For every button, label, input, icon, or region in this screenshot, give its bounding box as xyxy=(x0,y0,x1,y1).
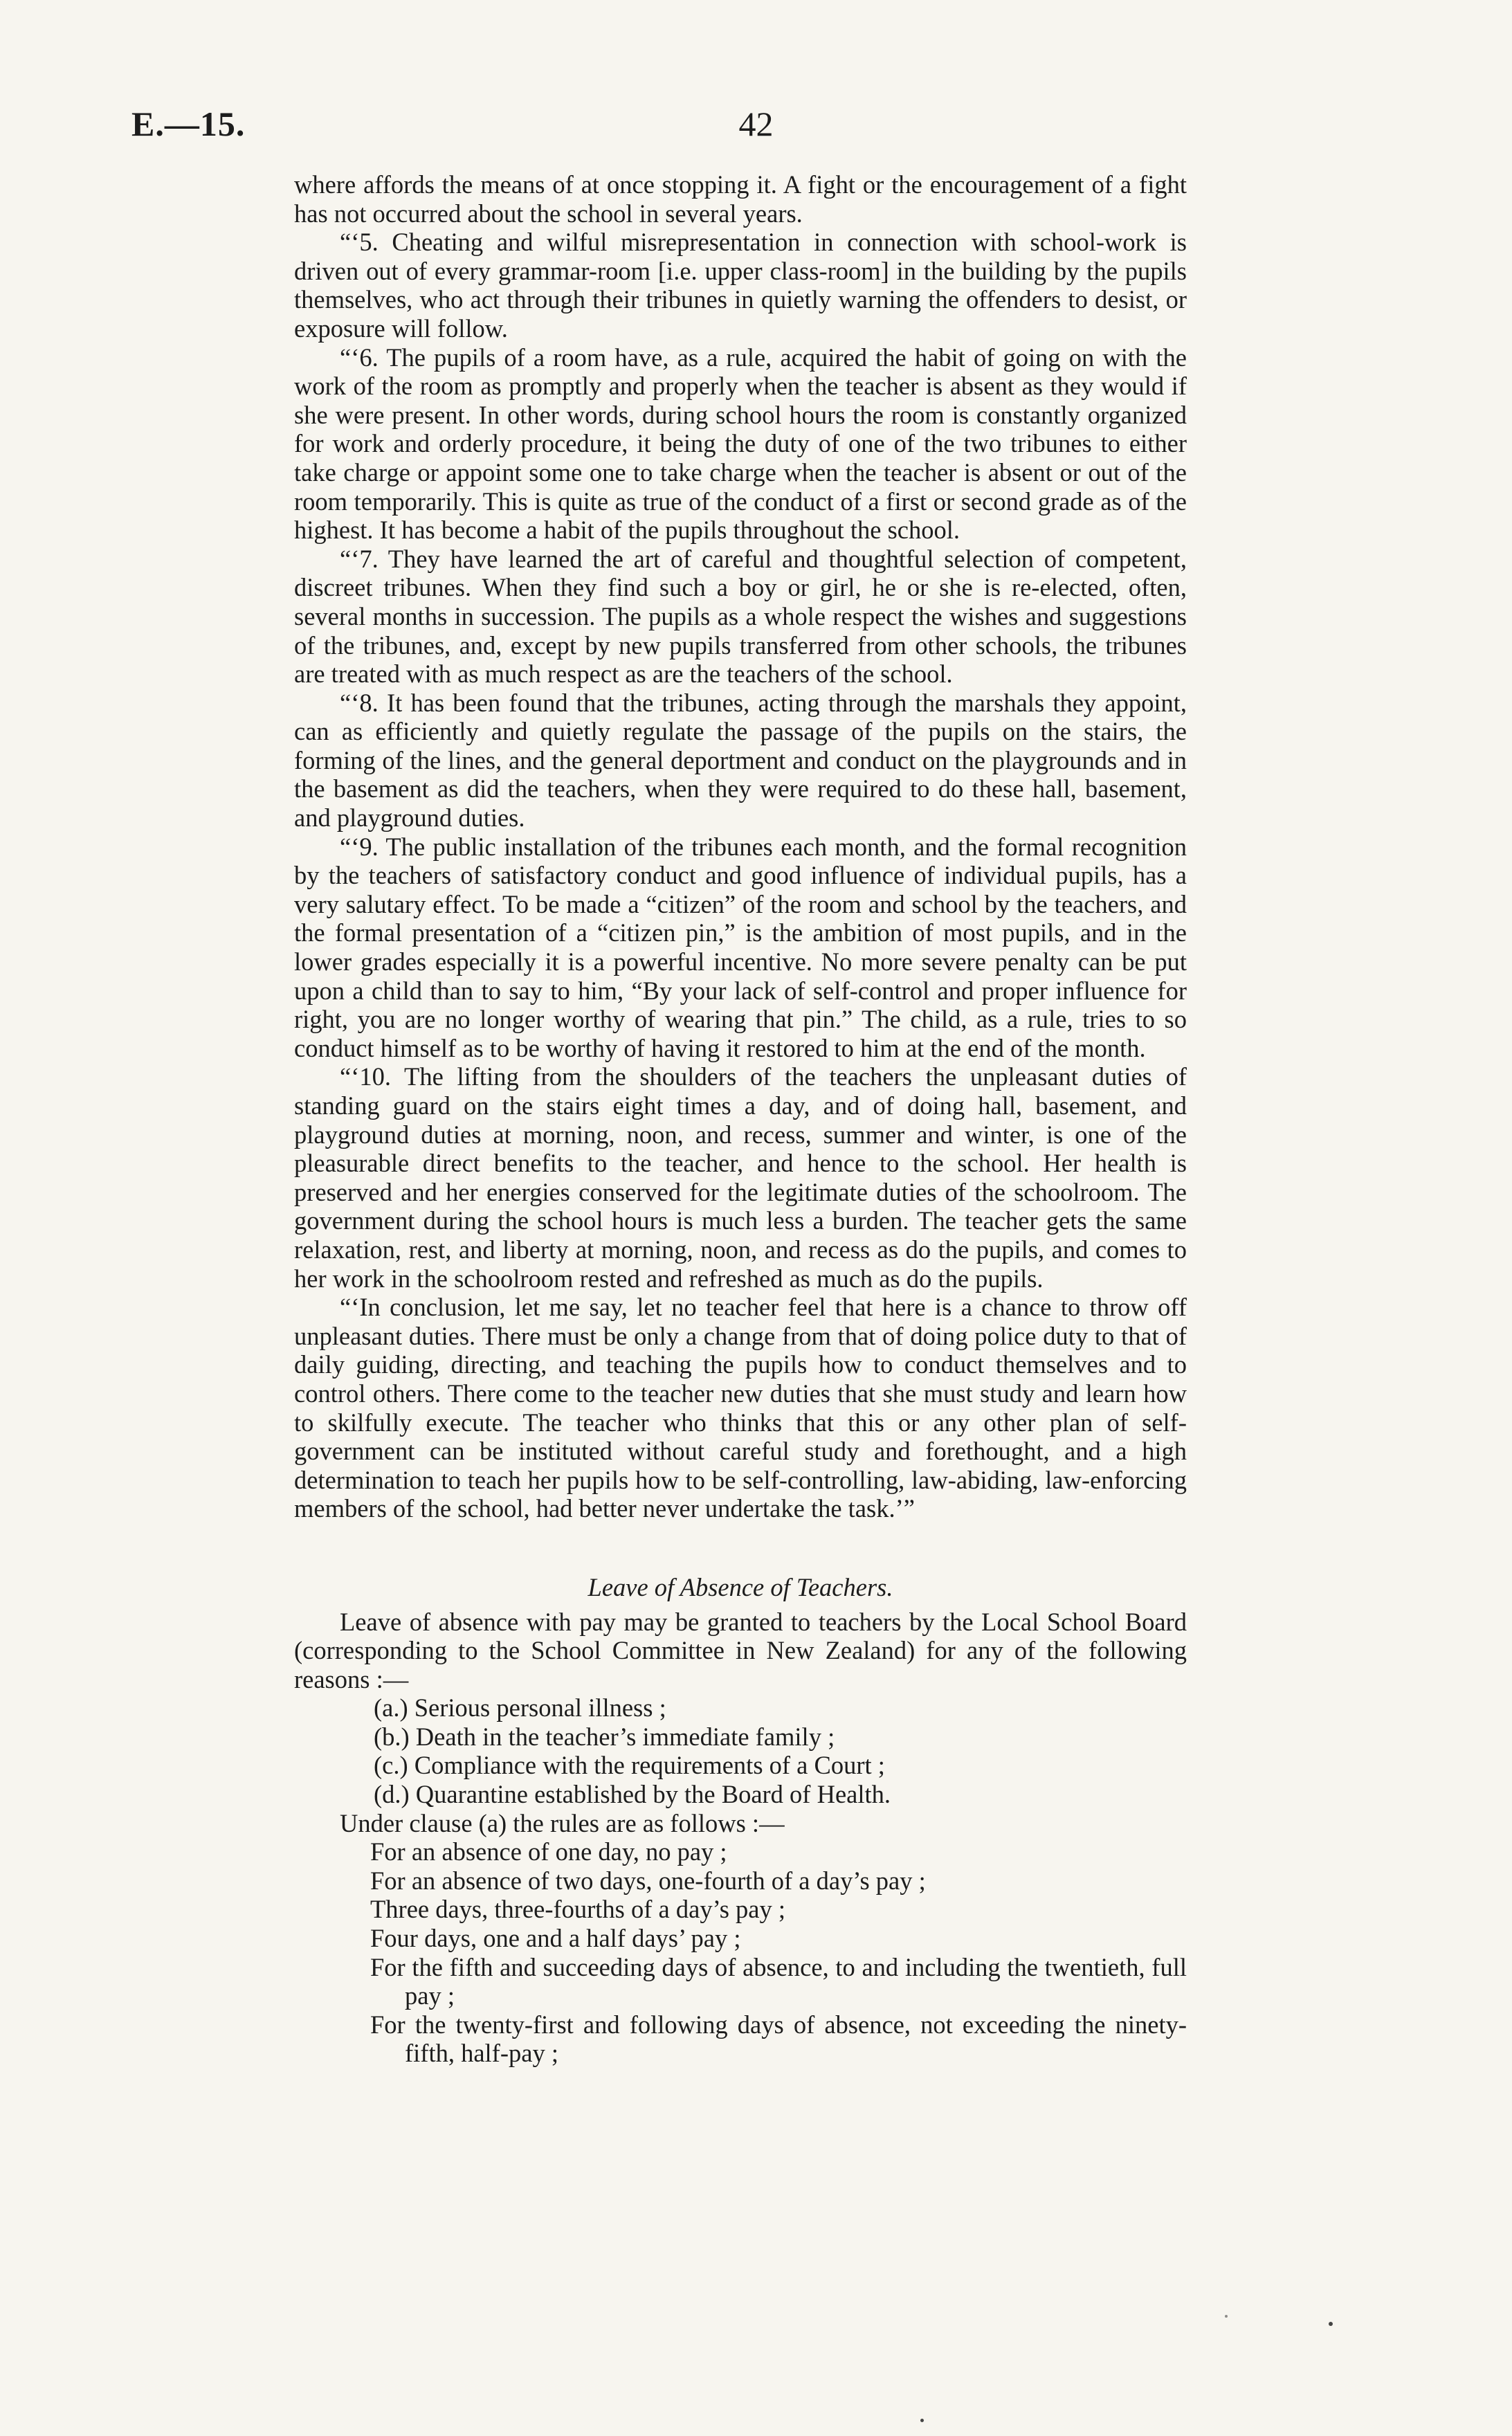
list-item: Three days, three-fourths of a day’s pay ; xyxy=(370,1895,786,1924)
paragraph-conclusion: “‘In conclusion, let me say, let no teacher feel that here is a chance to throw off unpleasant duties. There must be only a change from that of doing police duty to that of daily guiding, directing, and teaching the pupils how to conduct themselves and to control others. There come to the teacher new duties that she must study and learn how to skilfully execute. The teacher who thinks that this or any other plan of self-government can be instituted without careful study and forethought, and a high determination to teach her pupils how to be self-controlling, law-abiding, law-enforcing members of the school, had better never undertake the task.’” xyxy=(294,1293,1187,1523)
paper-speck xyxy=(1225,2315,1228,2318)
list-item: (a.) Serious personal illness ; xyxy=(374,1693,666,1723)
list-item: For an absence of one day, no pay ; xyxy=(370,1837,727,1866)
rules-intro: Under clause (a) the rules are as follows :— xyxy=(340,1808,785,1837)
leave-intro: Leave of absence with pay may be granted to teachers by the Local School Board (corresponding to the School Committee in New Zealand) for any of the following reasons :— xyxy=(294,1607,1187,1693)
list-item: For the twenty-first and following days of absence, not exceeding the ninety-fifth, half-pay ; xyxy=(370,2010,1187,2068)
list-item: Four days, one and a half days’ pay ; xyxy=(370,1924,741,1953)
paragraph-item-5: “‘5. Cheating and wilful misrepresentation in connection with school-work is driven out of every grammar-room [i.e. upper class-room] in the building by the pupils themselves, who act through their tribunes in quietly warning the offenders to desist, or exposure will follow. xyxy=(294,228,1187,343)
paper-speck xyxy=(920,2419,924,2422)
paragraph-item-9: “‘9. The public installation of the tribunes each month, and the formal recognition by the teachers of satisfactory conduct and good influence of individual pupils, has a very salutary effect. To be made a “citizen” of the room and school by the teachers, and the formal presentation of a “citizen pin,” is the ambition of most pupils, and in the lower grades especially it is a powerful incentive. No more severe penalty can be put upon a child than to say to him, “By your lack of self-control and proper influence for right, you are no longer worthy of wearing that pin.” The child, as a rule, tries to so conduct himself as to be worthy of having it restored to him at the end of the month. xyxy=(294,832,1187,1062)
list-item: For the fifth and succeeding days of absence, to and including the twentieth, full pay ; xyxy=(370,1952,1187,2010)
paragraph-continuation: where affords the means of at once stopping it. A fight or the encouragement of a fight has not occurred about the school in several years. xyxy=(294,170,1187,228)
list-item: (d.) Quarantine established by the Board of Health. xyxy=(374,1780,891,1809)
paragraph-item-10: “‘10. The lifting from the shoulders of the teachers the unpleasant duties of standing guard on the stairs eight times a day, and of doing hall, basement, and playground duties at morning, noon, and recess, summer and winter, is one of the pleasurable direct benefits to the teacher, and hence to the school. Her health is preserved and her energies conserved for the legitimate duties of the schoolroom. The government during the school hours is much less a burden. The teacher gets the same relaxation, rest, and liberty at morning, noon, and recess as do the pupils, and comes to her work in the schoolroom rested and refreshed as much as do the pupils. xyxy=(294,1062,1187,1293)
list-item: (b.) Death in the teacher’s immediate family ; xyxy=(374,1722,835,1751)
paragraph-item-7: “‘7. They have learned the art of careful and thoughtful selection of competent, discreet tribunes. When they find such a boy or girl, he or she is re-elected, often, several months in succession. The pupils as a whole respect the wishes and suggestions of the tribunes, and, except by new pupils transferred from other schools, the tribunes are treated with as much respect as are the teachers of the school. xyxy=(294,544,1187,689)
paragraph-item-6: “‘6. The pupils of a room have, as a rule, acquired the habit of going on with the work of the room as promptly and properly when the teacher is absent as they would if she were present. In other words, during school hours the room is constantly organized for work and orderly procedure, it being the duty of one of the two tribunes to either take charge or appoint some one to take charge when the teacher is absent or out of the room temporarily. This is quite as true of the conduct of a first or second grade as of the highest. It has become a habit of the pupils throughout the school. xyxy=(294,343,1187,545)
paper-speck xyxy=(1329,2322,1333,2326)
list-item: (c.) Compliance with the requirements of a Court ; xyxy=(374,1751,885,1780)
list-item: For an absence of two days, one-fourth of a day’s pay ; xyxy=(370,1866,926,1895)
page-body xyxy=(294,170,1187,2068)
page-number: 42 xyxy=(738,104,774,143)
section-heading: Leave of Absence of Teachers. xyxy=(588,1572,893,1601)
paragraph-item-8: “‘8. It has been found that the tribunes, acting through the marshals they appoint, can as efficiently and quietly regulate the passage of the pupils on the stairs, the forming of the lines, and the general deportment and conduct on the playgrounds and in the basement as did the teachers, when they were required to do these hall, basement, and playground duties. xyxy=(294,688,1187,833)
document-reference: E.—15. xyxy=(131,104,246,143)
reasons-list xyxy=(294,1693,1187,1808)
rules-list xyxy=(294,1837,1187,2068)
